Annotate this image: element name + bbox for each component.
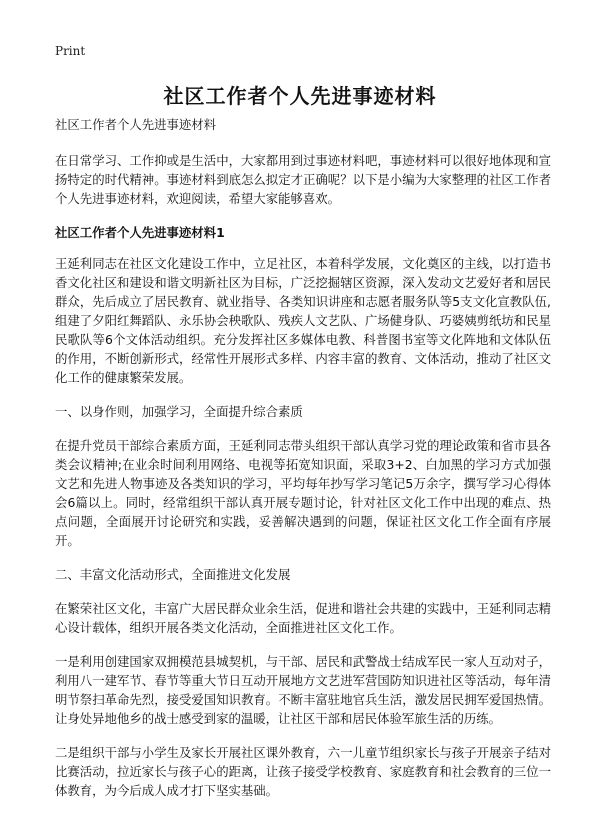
culture-paragraph-1: 在繁荣社区文化，丰富广大居民群众业余生活，促进和谐社会共建的实践中，王延利同志精心设计载体，组织开展各类文化活动，全面推进社区文化工作。	[55, 601, 551, 635]
subheading-study: 一、以身作则，加强学习，全面提升综合素质	[55, 404, 303, 419]
print-link[interactable]: Print	[55, 44, 86, 58]
study-paragraph: 在提升党员干部综合素质方面，王延利同志带头组织干部认真学习党的理论政策和省市县各类会议精神;在业余时间利用网络、电视等拓宽知识面，采取3+2、白加黑的学习方式加强文艺和先进人物事迹及各类知识的学习，平均每年抄写学习笔记5万余字，撰写学习心得体会6篇以上。同时，经常组织干部认真开展专题讨论，针对社区文化工作中出现的难点、热点问题，全面展开讨论研究和实践，妥善解决遇到的问题，保证社区文化工作全面有序展开。	[55, 438, 551, 548]
article-subtitle: 社区工作者个人先进事迹材料	[55, 117, 217, 132]
intro-paragraph: 在日常学习、工作抑或是生活中，大家都用到过事迹材料吧，事迹材料可以很好地体现和宣扬特定的时代精神。事迹材料到底怎么拟定才正确呢？以下是小编为大家整理的社区工作者个人先进事迹材料，欢迎阅读，希望大家能够喜欢。	[55, 153, 551, 206]
section-heading: 社区工作者个人先进事迹材料1	[55, 225, 225, 240]
article-body	[55, 115, 551, 815]
section-paragraph: 王延利同志在社区文化建设工作中，立足社区，本着科学发展，文化奠区的主线，以打造书香文化社区和建设和谐文明新社区为目标，广泛挖掘辖区资源，深入发动文艺爱好者和居民群众，先后成立了居民教育、就业指导、各类知识讲座和志愿者服务队等5支文化宣教队伍,组建了夕阳红舞蹈队、永乐协会秧歌队、残疾人文艺队、广场健身队、巧婆姨剪纸坊和民星民歌队等6个文体活动组织。充分发挥社区多媒体电教、科普图书室等文化阵地和文体队伍的作用，不断创新形式，经常性开展形式多样、内容丰富的教育、文体活动，推动了社区文化工作的健康繁荣发展。	[55, 256, 551, 385]
page-title: 社区工作者个人先进事迹材料	[163, 84, 437, 108]
culture-paragraph-2: 一是利用创建国家双拥模范县城契机，与干部、居民和武警战士结成军民一家人互动对子，利用八一建军节、春节等重大节日互动开展地方文艺进军营国防知识进社区等活动，每年清明节祭扫革命先烈，接受爱国知识教育。不断丰富驻地官兵生活，激发居民拥军爱国热情。让身处异地他乡的战士感受到家的温暖，让社区干部和居民体验军旅生活的历练。	[55, 654, 551, 726]
culture-paragraph-3: 二是组织干部与小学生及家长开展社区课外教育，六一儿童节组织家长与孩子开展亲子结对比赛活动，拉近家长与孩子心的距离，让孩子接受学校教育、家庭教育和社会教育的三位一体教育，为今后成人成才打下坚实基础。	[55, 745, 551, 798]
subheading-culture: 二、丰富文化活动形式，全面推进文化发展	[55, 567, 291, 582]
